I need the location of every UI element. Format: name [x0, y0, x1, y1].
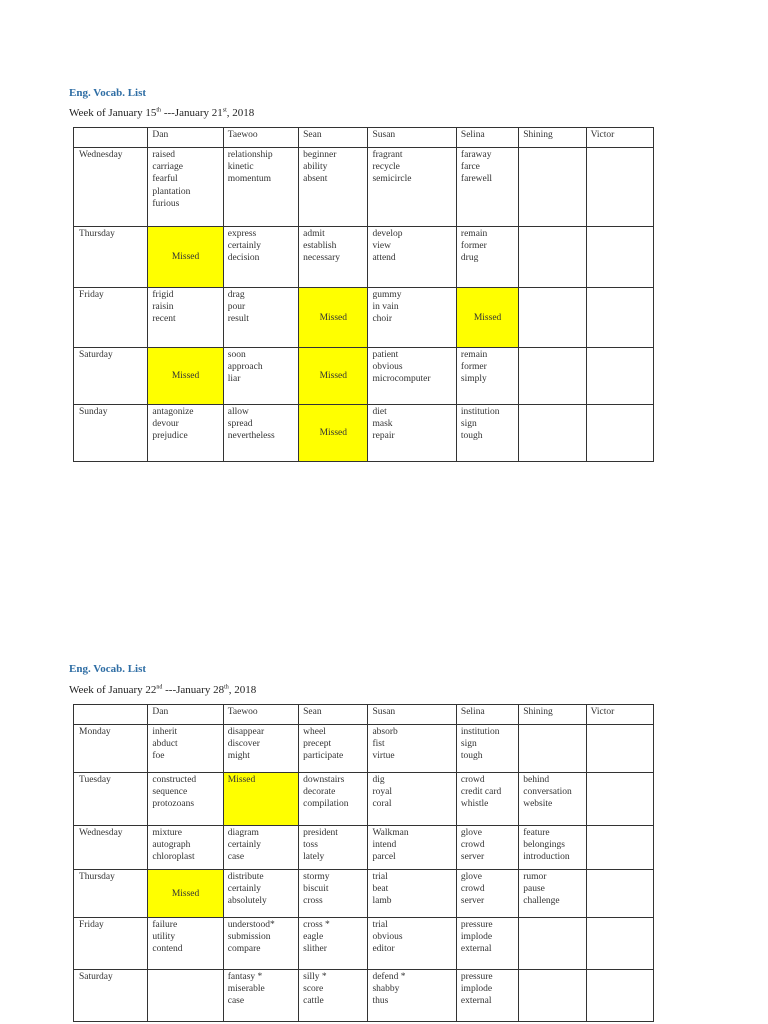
- word-cell: [368, 405, 456, 462]
- table-row: [74, 405, 654, 462]
- week-start: Week of January 22: [69, 684, 157, 696]
- list-heading: Eng. Vocab. List: [69, 87, 147, 99]
- vocab-word: raised: [152, 150, 176, 160]
- vocab-word: former: [460, 362, 487, 373]
- vocab-word: develop: [372, 229, 403, 239]
- table-row: [74, 918, 654, 970]
- vocab-word: former: [460, 241, 487, 252]
- vocab-word: obvious: [372, 932, 403, 943]
- word-cell: [223, 918, 298, 970]
- word-cell: [148, 148, 223, 227]
- vocab-word: sequence: [152, 787, 188, 798]
- missed-cell: [223, 773, 298, 826]
- vocab-word: crowd: [460, 884, 485, 895]
- vocab-word: spread: [227, 419, 253, 430]
- vocab-word: abduct: [152, 739, 178, 750]
- week-start-suffix: th: [156, 107, 162, 114]
- day-label: Monday: [74, 725, 148, 773]
- word-cell: [456, 870, 518, 918]
- vocab-word: participate: [303, 751, 344, 762]
- vocab-word: intend: [372, 840, 397, 851]
- day-label: Wednesday: [74, 826, 148, 870]
- word-cell: [368, 826, 456, 870]
- missed-label: Missed: [319, 428, 348, 439]
- student-header: Selina: [456, 128, 518, 148]
- vocab-word: eagle: [303, 932, 324, 943]
- week-range: [69, 107, 254, 119]
- missed-label: Missed: [227, 775, 256, 785]
- vocab-word: repair: [372, 431, 395, 442]
- vocab-word: toss: [303, 840, 318, 851]
- word-cell: [519, 826, 586, 870]
- vocab-word: crowd: [460, 775, 485, 785]
- vocab-word: foe: [152, 751, 165, 762]
- word-cell: [148, 288, 223, 348]
- word-cell: [456, 148, 518, 227]
- vocab-word: nevertheless: [227, 431, 275, 442]
- vocab-word: farewell: [460, 174, 493, 185]
- vocab-word: server: [460, 852, 485, 863]
- word-cell: [299, 148, 368, 227]
- week-year: , 2018: [226, 107, 255, 119]
- student-header: Susan: [368, 705, 456, 725]
- vocab-word: beginner: [303, 150, 337, 160]
- vocab-word: president: [303, 828, 338, 838]
- missed-label: Missed: [171, 371, 200, 382]
- vocab-word: protozoans: [152, 799, 195, 810]
- word-cell: [368, 918, 456, 970]
- word-cell: [519, 148, 586, 227]
- vocab-word: ability: [303, 162, 328, 173]
- missed-label: Missed: [171, 888, 200, 899]
- student-header: Victor: [586, 128, 653, 148]
- student-header: Selina: [456, 705, 518, 725]
- vocab-word: antagonize: [152, 407, 194, 417]
- word-cell: [519, 348, 586, 405]
- vocab-word: trial: [372, 920, 388, 930]
- vocab-word: certainly: [227, 840, 261, 851]
- word-cell: [299, 725, 368, 773]
- word-cell: [456, 725, 518, 773]
- table-row: [74, 826, 654, 870]
- vocab-word: certainly: [227, 884, 261, 895]
- word-cell: [223, 970, 298, 1022]
- week-year: , 2018: [228, 684, 257, 696]
- word-cell: [586, 725, 653, 773]
- word-cell: [519, 918, 586, 970]
- missed-label: Missed: [473, 312, 502, 323]
- vocab-word: chloroplast: [152, 852, 195, 863]
- vocab-word: contend: [152, 944, 183, 955]
- word-cell: [148, 970, 223, 1022]
- vocab-word: remain: [460, 229, 488, 239]
- word-cell: [456, 918, 518, 970]
- vocab-word: soon: [227, 350, 246, 360]
- vocab-word: autograph: [152, 840, 191, 851]
- vocab-word: simply: [460, 374, 487, 385]
- student-header: Dan: [148, 705, 223, 725]
- word-cell: [299, 918, 368, 970]
- word-cell: [586, 870, 653, 918]
- vocab-word: royal: [372, 787, 392, 798]
- table-row: [74, 348, 654, 405]
- table-row: [74, 725, 654, 773]
- vocab-word: compare: [227, 944, 261, 955]
- vocab-word: challenge: [523, 896, 560, 907]
- day-label: Friday: [74, 918, 148, 970]
- vocab-word: lately: [303, 852, 325, 863]
- vocab-word: view: [372, 241, 391, 252]
- word-cell: [586, 918, 653, 970]
- vocab-word: behind: [523, 775, 550, 785]
- word-cell: [456, 405, 518, 462]
- word-cell: [223, 227, 298, 288]
- vocab-word: constructed: [152, 775, 197, 785]
- word-cell: [299, 773, 368, 826]
- vocab-word: pressure: [460, 920, 493, 930]
- vocab-word: compilation: [303, 799, 349, 810]
- word-cell: [223, 348, 298, 405]
- vocab-word: glove: [460, 872, 483, 882]
- word-cell: [586, 970, 653, 1022]
- word-cell: [586, 405, 653, 462]
- word-cell: [223, 725, 298, 773]
- word-cell: [456, 970, 518, 1022]
- vocab-word: carriage: [152, 162, 183, 173]
- vocab-word: discover: [227, 739, 260, 750]
- vocab-word: feature: [523, 828, 550, 838]
- word-cell: [586, 227, 653, 288]
- vocab-word: submission: [227, 932, 271, 943]
- word-cell: [368, 348, 456, 405]
- vocab-word: cattle: [303, 996, 324, 1007]
- vocab-word: certainly: [227, 241, 261, 252]
- vocab-word: Walkman: [372, 828, 409, 838]
- word-cell: [586, 773, 653, 826]
- table-row: [74, 148, 654, 227]
- week-start-suffix: nd: [156, 684, 163, 691]
- day-label: Friday: [74, 288, 148, 348]
- vocab-word: drug: [460, 253, 479, 264]
- student-header: Dan: [148, 128, 223, 148]
- table-row: [74, 870, 654, 918]
- vocab-word: trial: [372, 872, 388, 882]
- word-cell: [519, 970, 586, 1022]
- vocab-word: wheel: [303, 727, 326, 737]
- week-range: [69, 684, 256, 696]
- word-cell: [223, 826, 298, 870]
- vocab-word: virtue: [372, 751, 395, 762]
- table-row: [74, 773, 654, 826]
- vocab-word: precept: [303, 739, 332, 750]
- day-label: Wednesday: [74, 148, 148, 227]
- vocab-word: pause: [523, 884, 545, 895]
- word-cell: [148, 826, 223, 870]
- missed-label: Missed: [171, 252, 200, 263]
- vocab-word: decision: [227, 253, 260, 264]
- vocab-word: frigid: [152, 290, 174, 300]
- vocab-word: distribute: [227, 872, 264, 882]
- vocab-word: cross: [303, 896, 323, 907]
- vocab-word: editor: [372, 944, 395, 955]
- vocab-word: introduction: [523, 852, 570, 863]
- student-header: Shining: [519, 705, 586, 725]
- vocab-word: fist: [372, 739, 385, 750]
- vocab-word: fragrant: [372, 150, 403, 160]
- word-cell: [586, 826, 653, 870]
- word-cell: [456, 348, 518, 405]
- vocab-word: sign: [460, 739, 477, 750]
- word-cell: [299, 970, 368, 1022]
- vocab-word: external: [460, 944, 492, 955]
- missed-cell: [299, 288, 368, 348]
- vocab-word: admit: [303, 229, 325, 239]
- word-cell: [586, 288, 653, 348]
- vocab-word: devour: [152, 419, 179, 430]
- vocab-table: [73, 704, 654, 1022]
- day-label: Thursday: [74, 870, 148, 918]
- vocab-word: momentum: [227, 174, 272, 185]
- vocab-word: pressure: [460, 972, 493, 982]
- vocab-word: liar: [227, 374, 241, 385]
- vocab-word: website: [523, 799, 553, 810]
- week-end: ---January 21: [161, 107, 223, 119]
- vocab-word: glove: [460, 828, 483, 838]
- vocab-word: shabby: [372, 984, 400, 995]
- vocab-word: belongings: [523, 840, 565, 851]
- vocab-word: biscuit: [303, 884, 329, 895]
- word-cell: [148, 725, 223, 773]
- student-header: Sean: [299, 705, 368, 725]
- vocab-word: dig: [372, 775, 385, 785]
- missed-cell: [299, 405, 368, 462]
- vocab-table: [73, 127, 654, 462]
- word-cell: [299, 227, 368, 288]
- missed-cell: [148, 348, 223, 405]
- vocab-word: gummy: [372, 290, 402, 300]
- vocab-word: express: [227, 229, 257, 239]
- word-cell: [368, 725, 456, 773]
- vocab-word: semicircle: [372, 174, 412, 185]
- student-header: Victor: [586, 705, 653, 725]
- vocab-word: coral: [372, 799, 392, 810]
- missed-cell: [456, 288, 518, 348]
- word-cell: [223, 405, 298, 462]
- student-header: Sean: [299, 128, 368, 148]
- vocab-word: defend *: [372, 972, 406, 982]
- word-cell: [456, 826, 518, 870]
- vocab-word: fantasy *: [227, 972, 263, 982]
- vocab-word: beat: [372, 884, 389, 895]
- vocab-word: downstairs: [303, 775, 345, 785]
- vocab-word: institution: [460, 727, 500, 737]
- vocab-word: credit card: [460, 787, 502, 798]
- vocab-word: tough: [460, 751, 483, 762]
- header-row: [74, 705, 654, 725]
- vocab-word: fearful: [152, 174, 178, 185]
- vocab-word: might: [227, 751, 250, 762]
- vocab-word: silly *: [303, 972, 327, 982]
- day-label: Saturday: [74, 970, 148, 1022]
- vocab-word: whistle: [460, 799, 489, 810]
- vocab-word: faraway: [460, 150, 492, 160]
- vocab-word: choir: [372, 314, 392, 325]
- word-cell: [586, 148, 653, 227]
- missed-cell: [148, 870, 223, 918]
- vocab-word: sign: [460, 419, 477, 430]
- missed-label: Missed: [319, 371, 348, 382]
- corner-cell: [74, 705, 148, 725]
- week-end: ---January 28: [162, 684, 225, 696]
- vocab-word: server: [460, 896, 485, 907]
- vocab-word: rumor: [523, 872, 547, 882]
- week-end-suffix: th: [224, 684, 229, 691]
- day-label: Tuesday: [74, 773, 148, 826]
- vocab-word: microcomputer: [372, 374, 431, 385]
- word-cell: [299, 826, 368, 870]
- table-row: [74, 227, 654, 288]
- word-cell: [148, 918, 223, 970]
- week-start: Week of January 15: [69, 107, 157, 119]
- word-cell: [368, 227, 456, 288]
- header-row: [74, 128, 654, 148]
- vocab-word: utility: [152, 932, 176, 943]
- vocab-word: tough: [460, 431, 483, 442]
- vocab-word: score: [303, 984, 324, 995]
- word-cell: [368, 970, 456, 1022]
- vocab-word: farce: [460, 162, 480, 173]
- vocab-word: miserable: [227, 984, 265, 995]
- word-cell: [519, 227, 586, 288]
- vocab-word: recent: [152, 314, 176, 325]
- vocab-word: decorate: [303, 787, 336, 798]
- vocab-word: result: [227, 314, 249, 325]
- vocab-word: mixture: [152, 828, 182, 838]
- day-label: Sunday: [74, 405, 148, 462]
- table-row: [74, 288, 654, 348]
- vocab-word: understood*: [227, 920, 275, 930]
- vocab-word: allow: [227, 407, 249, 417]
- student-header: Taewoo: [223, 128, 298, 148]
- word-cell: [299, 870, 368, 918]
- vocab-word: institution: [460, 407, 500, 417]
- vocab-word: cross *: [303, 920, 330, 930]
- missed-label: Missed: [319, 312, 348, 323]
- vocab-word: raisin: [152, 302, 174, 313]
- day-label: Thursday: [74, 227, 148, 288]
- vocab-word: relationship: [227, 150, 273, 160]
- vocab-word: thus: [372, 996, 389, 1007]
- vocab-word: disappear: [227, 727, 265, 737]
- vocab-word: absolutely: [227, 896, 267, 907]
- vocab-word: furious: [152, 198, 180, 209]
- student-header: Susan: [368, 128, 456, 148]
- vocab-word: necessary: [303, 253, 341, 264]
- word-cell: [368, 870, 456, 918]
- vocab-word: in vain: [372, 302, 399, 313]
- word-cell: [456, 773, 518, 826]
- vocab-word: case: [227, 996, 245, 1007]
- vocab-word: stormy: [303, 872, 330, 882]
- word-cell: [519, 773, 586, 826]
- vocab-word: external: [460, 996, 492, 1007]
- vocab-word: recycle: [372, 162, 400, 173]
- vocab-word: diet: [372, 407, 387, 417]
- student-header: Shining: [519, 128, 586, 148]
- vocab-word: mask: [372, 419, 393, 430]
- word-cell: [586, 348, 653, 405]
- vocab-word: kinetic: [227, 162, 254, 173]
- vocab-word: inherit: [152, 727, 178, 737]
- vocab-word: attend: [372, 253, 396, 264]
- vocab-word: conversation: [523, 787, 572, 798]
- word-cell: [368, 773, 456, 826]
- vocab-word: establish: [303, 241, 337, 252]
- corner-cell: [74, 128, 148, 148]
- vocab-word: diagram: [227, 828, 259, 838]
- table-row: [74, 970, 654, 1022]
- vocab-word: obvious: [372, 362, 403, 373]
- vocab-word: implode: [460, 932, 493, 943]
- word-cell: [519, 870, 586, 918]
- vocab-word: remain: [460, 350, 488, 360]
- vocab-word: prejudice: [152, 431, 188, 442]
- vocab-word: slither: [303, 944, 327, 955]
- word-cell: [223, 148, 298, 227]
- word-cell: [368, 288, 456, 348]
- day-label: Saturday: [74, 348, 148, 405]
- word-cell: [223, 288, 298, 348]
- word-cell: [519, 288, 586, 348]
- word-cell: [456, 227, 518, 288]
- word-cell: [223, 870, 298, 918]
- vocab-word: absorb: [372, 727, 398, 737]
- word-cell: [148, 405, 223, 462]
- week-end-suffix: st: [222, 107, 227, 114]
- vocab-word: pour: [227, 302, 246, 313]
- word-cell: [148, 773, 223, 826]
- word-cell: [368, 148, 456, 227]
- vocab-word: patient: [372, 350, 399, 360]
- vocab-word: approach: [227, 362, 263, 373]
- vocab-word: absent: [303, 174, 328, 185]
- missed-cell: [299, 348, 368, 405]
- student-header: Taewoo: [223, 705, 298, 725]
- vocab-word: failure: [152, 920, 178, 930]
- word-cell: [519, 405, 586, 462]
- vocab-word: drag: [227, 290, 245, 300]
- word-cell: [519, 725, 586, 773]
- vocab-word: parcel: [372, 852, 396, 863]
- list-heading: Eng. Vocab. List: [69, 663, 147, 675]
- vocab-word: case: [227, 852, 245, 863]
- vocab-word: lamb: [372, 896, 392, 907]
- vocab-word: implode: [460, 984, 493, 995]
- vocab-word: plantation: [152, 186, 191, 197]
- missed-cell: [148, 227, 223, 288]
- vocab-word: crowd: [460, 840, 485, 851]
